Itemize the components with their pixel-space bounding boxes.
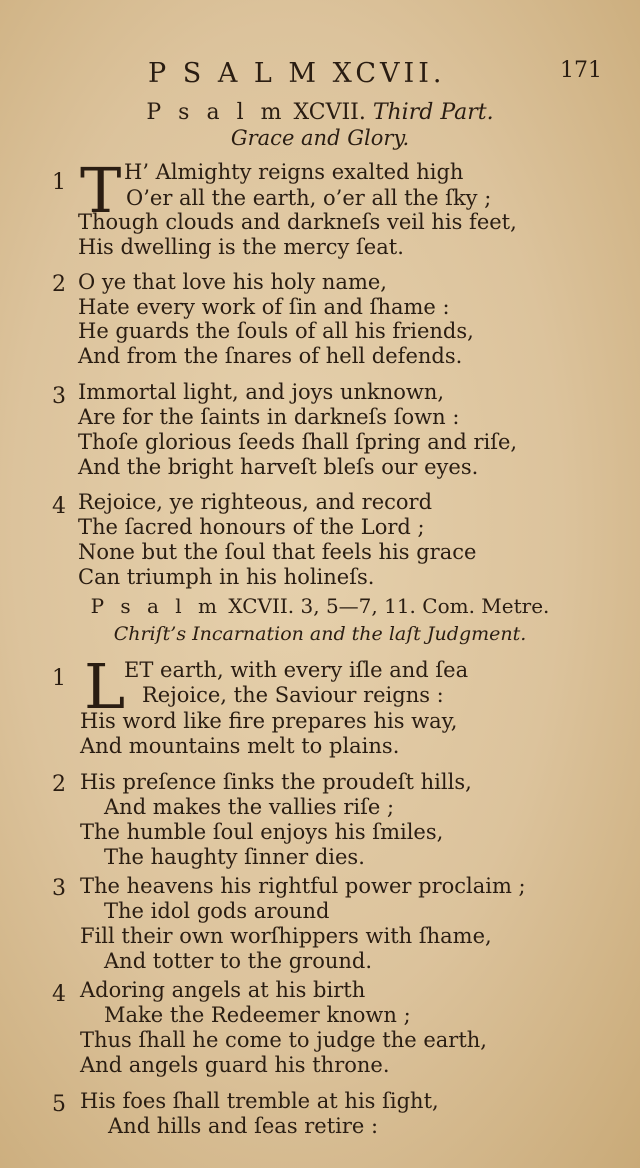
verse-line: Rejoice, ye righteous, and record bbox=[78, 490, 433, 514]
verse-line: None but the ſoul that feels his grace bbox=[78, 540, 477, 564]
verse-line: The haughty ſinner dies. bbox=[104, 845, 365, 869]
heading-psalm-number: XCVII. bbox=[293, 100, 366, 125]
heading-psalm-label: P s a l m bbox=[146, 100, 287, 125]
heading-psalm-number: XCVII. 3, 5—7, 11. bbox=[228, 594, 416, 618]
verse-line: Rejoice, the Saviour reigns : bbox=[142, 683, 444, 707]
stanza-number: 4 bbox=[52, 982, 66, 1007]
heading-part-label: Third Part. bbox=[372, 100, 494, 125]
verse-line: And angels guard his throne. bbox=[80, 1053, 390, 1077]
verse-line: And from the ſnares of hell defends. bbox=[78, 344, 463, 368]
verse-line: Make the Redeemer known ; bbox=[104, 1003, 411, 1027]
verse-line: And totter to the ground. bbox=[104, 949, 373, 973]
verse-line: Thoſe glorious ſeeds ſhall ſpring and riſe, bbox=[78, 430, 518, 454]
section-subtitle-part2: Chriſt’s Incarnation and the laſt Judgment. bbox=[113, 623, 527, 645]
drop-cap: T bbox=[80, 154, 122, 227]
heading-metre: Com. Metre. bbox=[422, 594, 550, 618]
verse-line: Hate every work of ſin and ſhame : bbox=[78, 295, 450, 319]
section-heading-part2 bbox=[0, 594, 640, 618]
verse-line: Adoring angels at his birth bbox=[80, 978, 366, 1002]
verse-line: Immortal light, and joys unknown, bbox=[78, 380, 445, 404]
verse-line: His word like fire prepares his way, bbox=[80, 709, 458, 733]
verse-line: And the bright harveſt bleſs our eyes. bbox=[78, 455, 479, 479]
stanza-number: 4 bbox=[52, 494, 66, 519]
verse-line: And makes the vallies riſe ; bbox=[104, 795, 395, 819]
page-number: 171 bbox=[560, 58, 602, 83]
verse-line: Thus ſhall he come to judge the earth, bbox=[80, 1028, 487, 1052]
verse-line: Can triumph in his holineſs. bbox=[78, 565, 375, 589]
verse-line: The heavens his rightful power proclaim ; bbox=[80, 874, 526, 898]
section-subtitle-part1: Grace and Glory. bbox=[230, 126, 410, 150]
verse-line: And mountains melt to plains. bbox=[80, 734, 400, 758]
section-heading-part1 bbox=[0, 100, 640, 125]
stanza-number: 2 bbox=[52, 272, 66, 297]
verse-line: His preſence ſinks the proudeſt hills, bbox=[80, 770, 472, 794]
verse-line: Are for the ſaints in darkneſs ſown : bbox=[78, 405, 460, 429]
verse-line: O’er all the earth, o’er all the ſky ; bbox=[126, 186, 492, 210]
verse-line: Though clouds and darkneſs veil his feet, bbox=[78, 210, 517, 234]
stanza-number: 1 bbox=[52, 666, 66, 691]
verse-line: He guards the ſouls of all his friends, bbox=[78, 319, 474, 343]
verse-line: The ſacred honours of the Lord ; bbox=[78, 515, 425, 539]
verse-line: The humble ſoul enjoys his ſmiles, bbox=[80, 820, 444, 844]
stanza-number: 1 bbox=[52, 170, 66, 195]
stanza-number: 5 bbox=[52, 1092, 66, 1117]
stanza-number: 2 bbox=[52, 772, 66, 797]
running-head: P S A L M XCVII. bbox=[148, 58, 446, 89]
verse-line: His foes ſhall tremble at his ſight, bbox=[80, 1089, 439, 1113]
verse-line: ET earth, with every iſle and ſea bbox=[124, 658, 469, 682]
drop-cap: L bbox=[84, 650, 126, 723]
verse-line: O ye that love his holy name, bbox=[78, 270, 387, 294]
verse-line: And hills and ſeas retire : bbox=[108, 1114, 379, 1138]
verse-line: Fill their own worſhippers with ſhame, bbox=[80, 924, 492, 948]
verse-line: His dwelling is the mercy ſeat. bbox=[78, 235, 404, 259]
stanza-number: 3 bbox=[52, 876, 66, 901]
verse-line: The idol gods around bbox=[104, 899, 330, 923]
stanza-number: 3 bbox=[52, 384, 66, 409]
heading-psalm-label: P s a l m bbox=[90, 594, 222, 618]
verse-line: H’ Almighty reigns exalted high bbox=[124, 160, 464, 184]
